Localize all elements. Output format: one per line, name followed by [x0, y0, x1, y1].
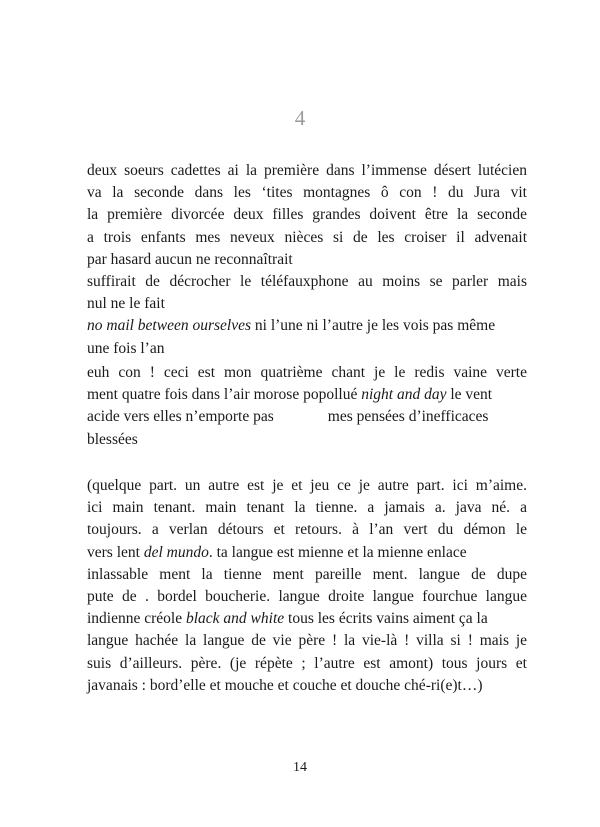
stanza-1: [87, 160, 527, 360]
italic-phrase: no mail between ourselves: [87, 317, 252, 335]
poem-line: pute de . bordel boucherie. langue droite langue fourchue langue: [87, 588, 527, 606]
line-text: . ta langue est mienne et la mienne enlace: [208, 543, 467, 561]
line-text: indienne créole: [87, 610, 186, 628]
page-number: 14: [293, 760, 307, 775]
poem-line: deux soeurs cadettes ai la première dans l’immense désert lutécien: [87, 162, 527, 179]
line-text: le vent: [446, 386, 493, 404]
line-text: ni l’une ni l’autre je les vois pas même: [251, 317, 496, 335]
poem-line: suis d’ailleurs. père. (je répète ; l’autre est amont) tous jours et: [87, 654, 527, 672]
poem-line: va la seconde dans les ‘tites montagnes ô con ! du Jura vit: [87, 184, 527, 202]
poem-line: par hasard aucun ne reconnaîtrait: [87, 250, 293, 268]
poem-line: [87, 608, 527, 630]
poem-line: toujours. a verlan détours et retours. à l’an vert du démon le: [87, 521, 527, 539]
line-text: tous les écrits vains aiment ça la: [284, 610, 488, 628]
stanza-2: [87, 362, 527, 451]
poem-line: ici main tenant. main tenant la tienne. a jamais a. java né. a: [87, 499, 527, 517]
poem-line: euh con ! ceci est mon quatrième chant je le redis vaine verte: [87, 364, 527, 381]
poem-line: javanais : bord’elle et mouche et couche et douche ché-ri(e)t…): [87, 676, 483, 694]
poem-line: une fois l’an: [87, 339, 165, 357]
poem-line: [87, 315, 527, 337]
poem-line: nul ne le fait: [87, 295, 165, 313]
italic-phrase: night and day: [361, 386, 447, 404]
line-text: vers lent: [87, 543, 144, 561]
line-text: ment quatre fois dans l’air morose popollué: [87, 386, 362, 404]
poem-line: suffirait de décrocher le téléfauxphone au moins se parler mais: [87, 273, 527, 291]
poem-line: a trois enfants mes neveux nièces si de les croiser il advenait: [87, 228, 527, 246]
stanza-3: [87, 475, 527, 697]
poem-line: [87, 542, 527, 564]
poem-line: (quelque part. un autre est je et jeu ce je autre part. ici m’aime.: [87, 477, 527, 494]
italic-phrase: black and white: [185, 610, 285, 628]
poem-line: blessées: [87, 430, 138, 448]
poem-line: la première divorcée deux filles grandes doivent être la seconde: [87, 206, 527, 224]
chapter-number: 4: [294, 106, 306, 130]
italic-phrase: del mundo: [143, 543, 209, 561]
line-text: mes pensées d’inefficaces: [327, 408, 489, 426]
line-text: acide vers elles n’emporte pas: [87, 408, 274, 426]
poem-line: [87, 384, 527, 406]
poem-line: langue hachée la langue de vie père ! la vie-là ! villa si ! mais je: [87, 632, 527, 650]
poem-line: [87, 406, 527, 428]
poem-line: inlassable ment la tienne ment pareille ment. langue de dupe: [87, 565, 527, 583]
